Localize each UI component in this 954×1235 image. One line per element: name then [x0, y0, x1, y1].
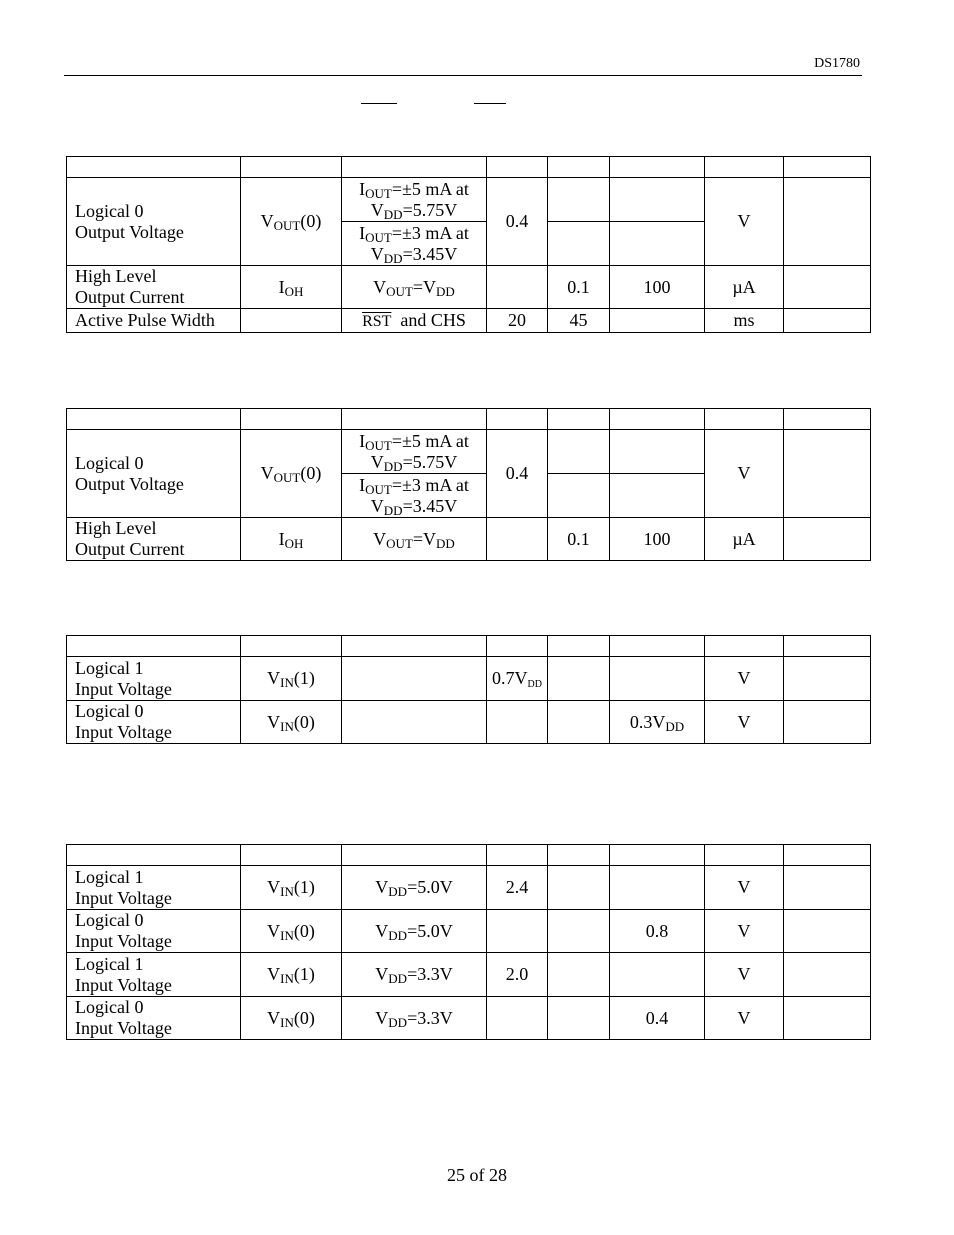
condition-cell: $\overline{RST}$ and CHS: [342, 309, 487, 333]
notes-cell: [784, 518, 871, 561]
page-number: 25 of 28: [447, 1165, 507, 1185]
max-cell: [610, 953, 705, 997]
max-cell: 100: [610, 266, 705, 309]
max-cell: [610, 474, 705, 518]
document-id: DS1780: [814, 56, 860, 71]
unit-cell: V: [705, 430, 784, 518]
typ-cell: [548, 997, 610, 1040]
typ-cell: 0.1: [548, 518, 610, 561]
typ-cell: [548, 222, 610, 266]
notes-cell: [784, 701, 871, 744]
symbol-cell: $I_{OH}$: [241, 266, 342, 309]
condition-cell: $V_{DD}=5.0V$: [342, 910, 487, 953]
max-cell: 100: [610, 518, 705, 561]
parameter-cell: High Level Output Current: [67, 266, 241, 309]
parameter-cell: High Level Output Current: [67, 518, 241, 561]
table-header-row: [67, 157, 871, 178]
table-row: [67, 701, 871, 744]
unit-cell: V: [705, 866, 784, 910]
condition-cell: [342, 657, 487, 701]
unit-cell: V: [705, 953, 784, 997]
notes-cell: [784, 266, 871, 309]
symbol-cell: [241, 309, 342, 333]
typ-cell: [548, 657, 610, 701]
min-cell: 2.0: [487, 953, 548, 997]
max-cell: [610, 657, 705, 701]
symbol-cell: $V_{IN}(1)$: [241, 953, 342, 997]
symbol-cell: $V_{IN}(1)$: [241, 866, 342, 910]
spec-table-1: [66, 156, 871, 333]
notes-cell: [784, 953, 871, 997]
notes-cell: [784, 997, 871, 1040]
condition-cell: $V_{DD}=3.3V$: [342, 997, 487, 1040]
symbol-cell: $V_{OUT}(0)$: [241, 430, 342, 518]
min-cell: 20: [487, 309, 548, 333]
unit-cell: V: [705, 701, 784, 744]
typ-cell: [548, 474, 610, 518]
min-cell: [487, 910, 548, 953]
typ-cell: [548, 430, 610, 474]
spec-table-4: [66, 844, 871, 1040]
unit-cell: µA: [705, 266, 784, 309]
condition-cell: $I_{OUT}=\pm 3$ mA at $V_{DD}=3.45V$: [342, 222, 487, 266]
table-row: [67, 910, 871, 953]
typ-cell: [548, 953, 610, 997]
condition-cell: [342, 701, 487, 744]
table-row: [67, 309, 871, 333]
notes-cell: [784, 657, 871, 701]
typ-cell: 45: [548, 309, 610, 333]
typ-cell: [548, 701, 610, 744]
unit-cell: V: [705, 657, 784, 701]
parameter-cell: Logical 1 Input Voltage: [67, 953, 241, 997]
parameter-cell: Logical 0 Input Voltage: [67, 997, 241, 1040]
overbar-mark: [474, 103, 506, 104]
symbol-cell: $V_{OUT}(0)$: [241, 178, 342, 266]
parameter-cell: Logical 0 Output Voltage: [67, 178, 241, 266]
unit-cell: V: [705, 997, 784, 1040]
condition-cell: $V_{OUT}=V_{DD}$: [342, 266, 487, 309]
notes-cell: [784, 910, 871, 953]
max-cell: $0.3V_{DD}$: [610, 701, 705, 744]
table-header-row: [67, 636, 871, 657]
min-cell: [487, 518, 548, 561]
unit-cell: V: [705, 178, 784, 266]
condition-cell: $V_{DD}=3.3V$: [342, 953, 487, 997]
typ-cell: 0.1: [548, 266, 610, 309]
table-row: [67, 266, 871, 309]
max-cell: [610, 430, 705, 474]
table-header-row: [67, 845, 871, 866]
table-row: [67, 430, 871, 474]
max-cell: [610, 309, 705, 333]
symbol-cell: $V_{IN}(0)$: [241, 997, 342, 1040]
table-row: [67, 518, 871, 561]
notes-cell: [784, 430, 871, 518]
table-row: [67, 953, 871, 997]
symbol-cell: $V_{IN}(0)$: [241, 910, 342, 953]
condition-cell: $I_{OUT}=\pm 5$ mA at $V_{DD}=5.75V$: [342, 430, 487, 474]
parameter-cell: Logical 0 Output Voltage: [67, 430, 241, 518]
max-cell: [610, 178, 705, 222]
parameter-cell: Logical 0 Input Voltage: [67, 701, 241, 744]
condition-cell: $I_{OUT}=\pm 3$ mA at $V_{DD}=3.45V$: [342, 474, 487, 518]
table-header-row: [67, 409, 871, 430]
parameter-cell: Active Pulse Width: [67, 309, 241, 333]
max-cell: [610, 222, 705, 266]
spec-table-3: [66, 635, 871, 744]
notes-cell: [784, 309, 871, 333]
unit-cell: µA: [705, 518, 784, 561]
table-row: [67, 657, 871, 701]
max-cell: 0.8: [610, 910, 705, 953]
parameter-cell: Logical 0 Input Voltage: [67, 910, 241, 953]
table-row: [67, 178, 871, 222]
header-rule: [64, 75, 862, 76]
symbol-cell: $I_{OH}$: [241, 518, 342, 561]
min-cell: 0.4: [487, 178, 548, 266]
min-cell: 0.4: [487, 430, 548, 518]
condition-cell: $I_{OUT}=\pm 5$ mA at $V_{DD}=5.75V$: [342, 178, 487, 222]
spec-table-2: [66, 408, 871, 561]
unit-cell: V: [705, 910, 784, 953]
overbar-mark: [361, 103, 397, 104]
unit-cell: ms: [705, 309, 784, 333]
typ-cell: [548, 866, 610, 910]
max-cell: 0.4: [610, 997, 705, 1040]
symbol-cell: $V_{IN}(1)$: [241, 657, 342, 701]
min-cell: [487, 997, 548, 1040]
min-cell: $0.7V_{DD}$: [487, 657, 548, 701]
parameter-cell: Logical 1 Input Voltage: [67, 657, 241, 701]
condition-cell: $V_{OUT}=V_{DD}$: [342, 518, 487, 561]
condition-cell: $V_{DD}=5.0V$: [342, 866, 487, 910]
notes-cell: [784, 178, 871, 266]
min-cell: [487, 266, 548, 309]
symbol-cell: $V_{IN}(0)$: [241, 701, 342, 744]
table-row: [67, 997, 871, 1040]
table-row: [67, 866, 871, 910]
min-cell: 2.4: [487, 866, 548, 910]
typ-cell: [548, 910, 610, 953]
typ-cell: [548, 178, 610, 222]
notes-cell: [784, 866, 871, 910]
parameter-cell: Logical 1 Input Voltage: [67, 866, 241, 910]
min-cell: [487, 701, 548, 744]
max-cell: [610, 866, 705, 910]
